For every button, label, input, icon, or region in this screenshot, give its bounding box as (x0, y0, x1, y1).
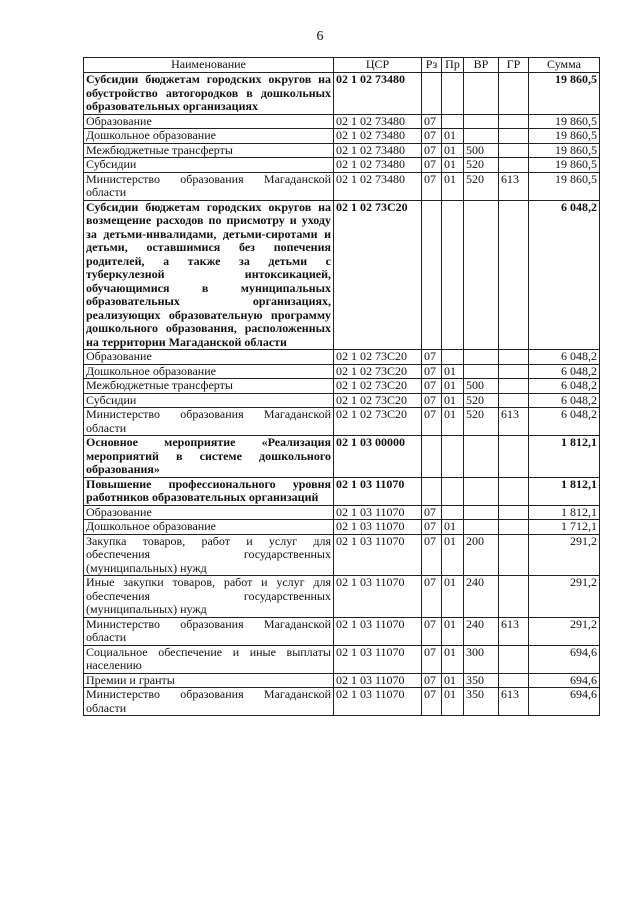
table-row (84, 364, 600, 379)
cell-pr (442, 200, 464, 350)
cell-rz: 07 (422, 393, 442, 408)
header-vr: ВР (464, 58, 499, 73)
table-row (84, 477, 600, 505)
cell-vr (464, 505, 499, 520)
cell-gr (499, 114, 529, 129)
cell-gr (499, 158, 529, 173)
cell-rz: 07 (422, 158, 442, 173)
cell-rz: 07 (422, 645, 442, 673)
cell-name: Премии и гранты (84, 673, 334, 688)
cell-pr: 01 (442, 158, 464, 173)
cell-gr: 613 (499, 688, 529, 716)
cell-name: Социальное обеспечение и иные выплаты населению (84, 645, 334, 673)
cell-gr: 613 (499, 617, 529, 645)
header-csr: ЦСР (334, 58, 422, 73)
cell-gr (499, 645, 529, 673)
cell-csr: 02 1 03 11070 (334, 673, 422, 688)
cell-csr: 02 1 02 73480 (334, 172, 422, 200)
cell-rz: 07 (422, 350, 442, 365)
table-row (84, 172, 600, 200)
header-sum: Сумма (529, 58, 600, 73)
cell-pr: 01 (442, 379, 464, 394)
cell-pr (442, 350, 464, 365)
cell-gr: 613 (499, 408, 529, 436)
cell-name: Министерство образования Магаданской области (84, 688, 334, 716)
cell-pr: 01 (442, 645, 464, 673)
cell-name: Субсидии бюджетам городских округов на обустройство автогородков в дошкольных образовательных организациях (84, 73, 334, 115)
cell-gr (499, 379, 529, 394)
cell-gr (499, 73, 529, 115)
cell-rz (422, 477, 442, 505)
table-row (84, 393, 600, 408)
table-row (84, 505, 600, 520)
cell-vr: 500 (464, 379, 499, 394)
cell-pr: 01 (442, 617, 464, 645)
cell-sum: 291,2 (529, 576, 600, 618)
cell-csr: 02 1 02 73480 (334, 158, 422, 173)
cell-pr (442, 477, 464, 505)
cell-csr: 02 1 02 73С20 (334, 379, 422, 394)
cell-name: Министерство образования Магаданской области (84, 408, 334, 436)
table-row (84, 617, 600, 645)
cell-sum: 291,2 (529, 617, 600, 645)
cell-name: Министерство образования Магаданской области (84, 617, 334, 645)
cell-csr: 02 1 03 11070 (334, 520, 422, 535)
cell-name: Повышение профессионального уровня работников образовательных организаций (84, 477, 334, 505)
cell-pr (442, 73, 464, 115)
cell-pr: 01 (442, 172, 464, 200)
table-row (84, 673, 600, 688)
cell-rz: 07 (422, 688, 442, 716)
cell-sum: 19 860,5 (529, 172, 600, 200)
cell-sum: 1 812,1 (529, 477, 600, 505)
table-row (84, 350, 600, 365)
cell-csr: 02 1 02 73480 (334, 143, 422, 158)
cell-rz: 07 (422, 408, 442, 436)
cell-gr: 613 (499, 172, 529, 200)
cell-csr: 02 1 02 73С20 (334, 200, 422, 350)
cell-name: Субсидии бюджетам городских округов на возмещение расходов по присмотру и уходу за детьми-инвалидами, детьми-сиротами и детьми, оставшимися без попечения родителей, а также за детьми с туберкулезной интоксикацией, обучающимися в муниципальных образовательных организациях, реализующих образовательную программу дошкольного образования, расположенных на территории Магаданской области (84, 200, 334, 350)
cell-rz: 07 (422, 520, 442, 535)
cell-name: Дошкольное образование (84, 364, 334, 379)
cell-rz (422, 436, 442, 478)
cell-sum: 19 860,5 (529, 129, 600, 144)
table-body (84, 73, 600, 716)
cell-pr: 01 (442, 393, 464, 408)
cell-name: Дошкольное образование (84, 520, 334, 535)
cell-rz: 07 (422, 143, 442, 158)
cell-sum: 6 048,2 (529, 200, 600, 350)
cell-sum: 19 860,5 (529, 114, 600, 129)
cell-name: Межбюджетные трансферты (84, 143, 334, 158)
cell-rz (422, 200, 442, 350)
cell-vr: 520 (464, 158, 499, 173)
cell-gr (499, 534, 529, 576)
cell-pr (442, 114, 464, 129)
cell-pr: 01 (442, 673, 464, 688)
cell-sum: 1 812,1 (529, 505, 600, 520)
cell-sum: 19 860,5 (529, 143, 600, 158)
cell-pr: 01 (442, 688, 464, 716)
table-row (84, 143, 600, 158)
cell-sum: 6 048,2 (529, 408, 600, 436)
page-number: 6 (316, 29, 324, 44)
cell-name: Субсидии (84, 393, 334, 408)
cell-csr: 02 1 02 73С20 (334, 393, 422, 408)
table-row (84, 520, 600, 535)
cell-csr: 02 1 02 73С20 (334, 350, 422, 365)
cell-csr: 02 1 02 73С20 (334, 408, 422, 436)
cell-vr (464, 436, 499, 478)
cell-vr: 520 (464, 408, 499, 436)
table-row (84, 129, 600, 144)
cell-pr (442, 505, 464, 520)
cell-sum: 6 048,2 (529, 379, 600, 394)
cell-pr: 01 (442, 143, 464, 158)
header-rz: Рз (422, 58, 442, 73)
cell-vr (464, 364, 499, 379)
cell-name: Основное мероприятие «Реализация мероприятий в системе дошкольного образования» (84, 436, 334, 478)
cell-pr (442, 436, 464, 478)
table-header (84, 58, 600, 73)
cell-sum: 6 048,2 (529, 393, 600, 408)
table-row (84, 379, 600, 394)
header-name: Наименование (84, 58, 334, 73)
cell-csr: 02 1 03 11070 (334, 645, 422, 673)
cell-name: Дошкольное образование (84, 129, 334, 144)
cell-gr (499, 129, 529, 144)
cell-vr: 240 (464, 617, 499, 645)
cell-gr (499, 477, 529, 505)
cell-vr (464, 73, 499, 115)
cell-rz: 07 (422, 673, 442, 688)
cell-csr: 02 1 03 00000 (334, 436, 422, 478)
cell-sum: 694,6 (529, 645, 600, 673)
cell-sum: 1 812,1 (529, 436, 600, 478)
cell-vr: 500 (464, 143, 499, 158)
cell-rz: 07 (422, 379, 442, 394)
cell-sum: 1 712,1 (529, 520, 600, 535)
cell-rz: 07 (422, 534, 442, 576)
cell-csr: 02 1 02 73480 (334, 114, 422, 129)
cell-pr: 01 (442, 534, 464, 576)
cell-gr (499, 505, 529, 520)
cell-name: Межбюджетные трансферты (84, 379, 334, 394)
cell-gr (499, 520, 529, 535)
cell-csr: 02 1 03 11070 (334, 576, 422, 618)
header-gr: ГР (499, 58, 529, 73)
cell-vr: 200 (464, 534, 499, 576)
cell-sum: 694,6 (529, 673, 600, 688)
cell-rz: 07 (422, 172, 442, 200)
cell-vr (464, 477, 499, 505)
cell-gr (499, 200, 529, 350)
cell-rz: 07 (422, 576, 442, 618)
cell-csr: 02 1 02 73С20 (334, 364, 422, 379)
cell-name: Министерство образования Магаданской области (84, 172, 334, 200)
cell-gr (499, 364, 529, 379)
cell-vr: 350 (464, 673, 499, 688)
table-row (84, 534, 600, 576)
table-row (84, 200, 600, 350)
cell-pr: 01 (442, 520, 464, 535)
cell-vr: 300 (464, 645, 499, 673)
table-row (84, 576, 600, 618)
cell-sum: 694,6 (529, 688, 600, 716)
cell-sum: 6 048,2 (529, 364, 600, 379)
cell-pr: 01 (442, 408, 464, 436)
cell-name: Образование (84, 114, 334, 129)
cell-sum: 291,2 (529, 534, 600, 576)
cell-sum: 19 860,5 (529, 73, 600, 115)
cell-pr: 01 (442, 364, 464, 379)
cell-pr: 01 (442, 129, 464, 144)
budget-table (83, 57, 600, 716)
cell-gr (499, 576, 529, 618)
cell-csr: 02 1 03 11070 (334, 477, 422, 505)
cell-gr (499, 436, 529, 478)
cell-csr: 02 1 02 73480 (334, 73, 422, 115)
cell-csr: 02 1 02 73480 (334, 129, 422, 144)
table-row (84, 408, 600, 436)
cell-rz: 07 (422, 129, 442, 144)
table-row (84, 436, 600, 478)
table-row (84, 645, 600, 673)
cell-csr: 02 1 03 11070 (334, 534, 422, 576)
cell-vr (464, 520, 499, 535)
cell-vr: 350 (464, 688, 499, 716)
cell-vr: 240 (464, 576, 499, 618)
cell-rz: 07 (422, 364, 442, 379)
cell-pr: 01 (442, 576, 464, 618)
table-row (84, 158, 600, 173)
cell-name: Иные закупки товаров, работ и услуг для обеспечения государственных (муниципальных) нужд (84, 576, 334, 618)
table-row (84, 73, 600, 115)
cell-vr (464, 200, 499, 350)
cell-vr: 520 (464, 172, 499, 200)
cell-vr: 520 (464, 393, 499, 408)
cell-vr (464, 114, 499, 129)
cell-name: Субсидии (84, 158, 334, 173)
cell-csr: 02 1 03 11070 (334, 617, 422, 645)
cell-name: Образование (84, 350, 334, 365)
cell-rz: 07 (422, 617, 442, 645)
cell-rz: 07 (422, 114, 442, 129)
cell-rz (422, 73, 442, 115)
cell-vr (464, 129, 499, 144)
cell-csr: 02 1 03 11070 (334, 688, 422, 716)
header-row (84, 58, 600, 73)
cell-gr (499, 143, 529, 158)
cell-gr (499, 350, 529, 365)
cell-sum: 19 860,5 (529, 158, 600, 173)
header-pr: Пр (442, 58, 464, 73)
cell-csr: 02 1 03 11070 (334, 505, 422, 520)
table-row (84, 114, 600, 129)
table-row (84, 688, 600, 716)
cell-sum: 6 048,2 (529, 350, 600, 365)
cell-gr (499, 673, 529, 688)
cell-name: Образование (84, 505, 334, 520)
cell-name: Закупка товаров, работ и услуг для обеспечения государственных (муниципальных) нужд (84, 534, 334, 576)
cell-gr (499, 393, 529, 408)
cell-rz: 07 (422, 505, 442, 520)
cell-vr (464, 350, 499, 365)
